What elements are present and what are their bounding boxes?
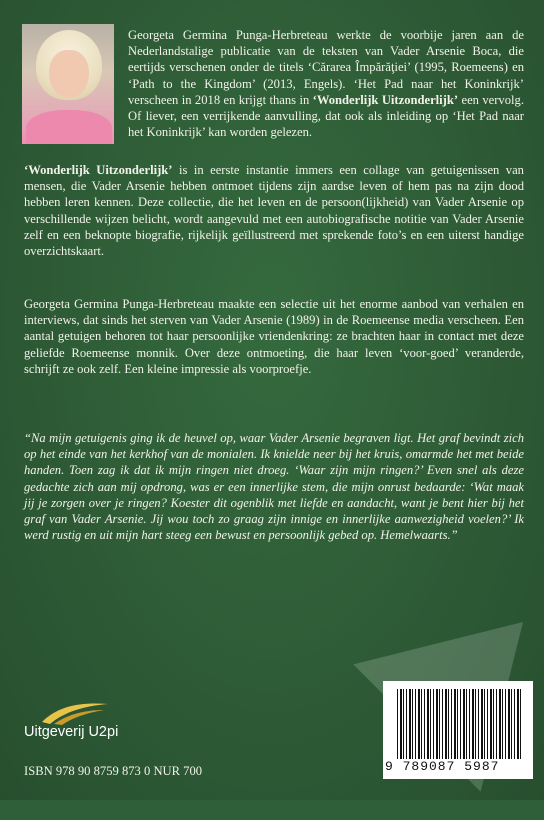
bio-text-2: een vervolg. Of liever, een verrijkende aanvulling, dat ook als inleiding op ‘Het Pad naar het Koninkrijk’ kan worden gelezen. bbox=[128, 92, 524, 140]
author-portrait bbox=[22, 24, 114, 144]
publisher-swoosh-icon bbox=[40, 700, 110, 726]
bio-book-title: ‘Wonderlijk Uitzonderlijk’ bbox=[312, 92, 459, 107]
isbn-line: ISBN 978 90 8759 873 0 NUR 700 bbox=[24, 764, 203, 778]
barcode-digits: 9 789087 5987 bbox=[385, 759, 500, 774]
author-bio-paragraph bbox=[128, 27, 524, 140]
selection-paragraph: Georgeta Germina Punga-Herbreteau maakte een selectie uit het enorme aanbod van verhalen en interviews, dat sinds het sterven van Vader Arsenie (1989) in de Roemeense media verscheen. Een aantal getuigen behoren tot haar persoonlijke vriendenkring: ze brachten haar in contact met deze geliefde Roemeense monnik. Over deze ontmoeting, die haar leven ‘voor-goed’ veranderde, schrijft ze ook zelf. Een kleine impressie als voorproefje. bbox=[24, 297, 524, 376]
isbn-barcode bbox=[383, 681, 533, 779]
portrait-face bbox=[49, 50, 89, 98]
publisher-name: Uitgeverij U2pi bbox=[24, 724, 119, 740]
portrait-shirt bbox=[26, 110, 112, 144]
quote-paragraph: “Na mijn getuigenis ging ik de heuvel op, waar Vader Arsenie begraven ligt. Het graf bevindt zich op het einde van het kerkhof van de monialen. Ik knielde neer bij het kruis, omarmde het met beide handen. Toen zag ik dat ik mijn ringen niet droeg. ‘Waar zijn mijn ringen?’ Even snel als deze gedachte zich aan mij opdrong, was er een innerlijke stem, die mijn onrust bedaarde: ‘Wat maak jij je zorgen over je ringen? Koester dit ogenblik met liefde en aandacht, want je bent hier bij het graf van Vader Arsenie. Jij wou toch zo graag zijn innige en innerlijke aanwezigheid voelen?’ Ik werd rustig en uit mijn hart steeg een bewust en persoonlijk gebed op. Hemelwaarts.” bbox=[24, 431, 524, 543]
bio-author-name: Georgeta Germina Punga-Herbreteau bbox=[128, 28, 328, 42]
bio-text-1: werkte de voorbije jaren aan de Nederlandstalige publicatie van de teksten van Vader Arsenie Boca, die eertijds verschenen onder de titels ‘Cărarea Împărăţiei’ (1995, Roemeens) en ‘Path to the Kingdom’ (2013, Engels). ‘Het Pad naar het Koninkrijk’ verscheen in 2018 en krijgt thans in bbox=[128, 28, 524, 107]
collection-paragraph bbox=[24, 162, 524, 259]
collection-text: is in eerste instantie immers een collage van getuigenissen van mensen, die Vader Arsenie hebben ontmoet tijdens zijn aardse leven of hem pas na zijn dood hebben leren kennen. Deze collectie, die het leven en de persoon(lijkheid) van Vader Arsenie op verschillende wijzen belicht, wordt aangevuld met een autobiografische notitie van Vader Arsenie zelf en een beknopte biografie, rijkelijk geïllustreerd met sprekende foto’s en een uiterst handige overzichtskaart. bbox=[24, 163, 524, 259]
collection-book-title: ‘Wonderlijk Uitzonderlijk’ bbox=[24, 163, 173, 177]
publisher-logo bbox=[24, 700, 164, 748]
barcode-bars bbox=[397, 689, 523, 759]
